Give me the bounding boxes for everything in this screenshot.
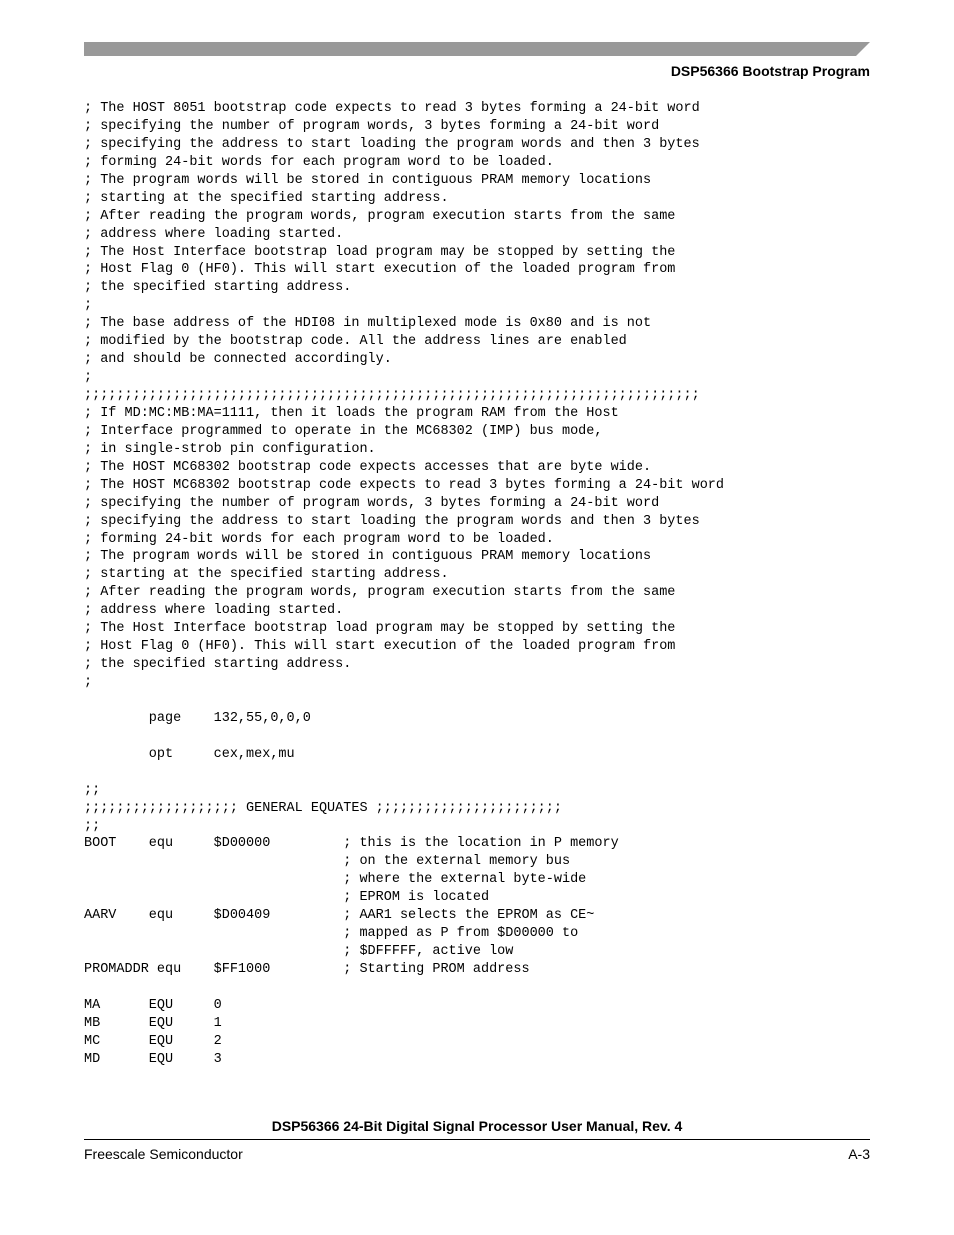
code-line: ; Interface programmed to operate in the MC68302 (IMP) bus mode, [84, 423, 603, 439]
code-line: ;; [84, 782, 101, 798]
code-line: ; modified by the bootstrap code. All the address lines are enabled [84, 334, 627, 350]
code-line: ; forming 24-bit words for each program word to be loaded. [84, 154, 554, 170]
code-line: ; [84, 298, 93, 314]
code-line: ; starting at the specified starting address. [84, 567, 449, 583]
code-line: MB EQU 1 [84, 1015, 222, 1031]
page-number: A-3 [848, 1146, 870, 1162]
code-line: BOOT equ $D00000 ; this is the location in P memory [84, 836, 619, 852]
code-line: ; After reading the program words, program execution starts from the same [84, 208, 676, 224]
code-line: ; address where loading started. [84, 226, 344, 242]
code-line: ; and should be connected accordingly. [84, 352, 392, 368]
code-line: ; specifying the number of program words, 3 bytes forming a 24-bit word [84, 118, 660, 134]
code-line: ; The Host Interface bootstrap load program may be stopped by setting the [84, 621, 676, 637]
code-line: ; EPROM is located [84, 890, 490, 906]
footer-manual-title: DSP56366 24-Bit Digital Signal Processor User Manual, Rev. 4 [271, 1118, 683, 1134]
code-line: ; Host Flag 0 (HF0). This will start execution of the loaded program from [84, 262, 676, 278]
code-line: ; The HOST MC68302 bootstrap code expects accesses that are byte wide. [84, 459, 652, 475]
code-line: ; specifying the address to start loading the program words and then 3 bytes [84, 136, 700, 152]
code-line: ; The HOST 8051 bootstrap code expects to read 3 bytes forming a 24-bit word [84, 101, 700, 116]
code-line: ; [84, 370, 93, 386]
code-line: ; in single-strob pin configuration. [84, 441, 376, 457]
code-line: ;; [84, 818, 101, 834]
code-line: ; address where loading started. [84, 603, 344, 619]
code-line: ; The base address of the HDI08 in multiplexed mode is 0x80 and is not [84, 316, 652, 332]
code-line: MC EQU 2 [84, 1033, 222, 1049]
code-line: ; starting at the specified starting address. [84, 190, 449, 206]
code-line: PROMADDR equ $FF1000 ; Starting PROM address [84, 962, 530, 977]
code-line: ;;;;;;;;;;;;;;;;;;; GENERAL EQUATES ;;;;;;;;;;;;;;;;;;;;;;; [84, 800, 562, 816]
footer-divider [84, 1139, 870, 1140]
code-line [84, 979, 870, 997]
footer-company: Freescale Semiconductor [84, 1146, 243, 1162]
code-line [84, 692, 870, 710]
code-line [84, 764, 870, 782]
code-line: ; The program words will be stored in contiguous PRAM memory locations [84, 172, 652, 188]
code-line: ; the specified starting address. [84, 280, 352, 296]
code-line: ; Host Flag 0 (HF0). This will start execution of the loaded program from [84, 639, 676, 655]
section-title: DSP56366 Bootstrap Program [670, 63, 870, 79]
code-line: ; forming 24-bit words for each program word to be loaded. [84, 531, 554, 547]
code-line: ; The program words will be stored in contiguous PRAM memory locations [84, 549, 652, 565]
code-line: ; If MD:MC:MB:MA=1111, then it loads the program RAM from the Host [84, 405, 619, 421]
code-line: ; mapped as P from $D00000 to [84, 926, 579, 942]
code-line: AARV equ $D00409 ; AAR1 selects the EPROM as CE~ [84, 908, 595, 924]
code-line: ; on the external memory bus [84, 854, 571, 870]
code-line: MD EQU 3 [84, 1051, 222, 1067]
header-bar-shape [84, 42, 870, 56]
code-line: ; $DFFFFF, active low [84, 944, 514, 960]
header-bar [84, 42, 870, 56]
code-line: ; [84, 675, 93, 690]
code-line [84, 728, 870, 746]
code-line: ; The Host Interface bootstrap load program may be stopped by setting the [84, 244, 676, 260]
code-line: opt cex,mex,mu [84, 746, 295, 762]
code-line: ; The HOST MC68302 bootstrap code expects to read 3 bytes forming a 24-bit word [84, 477, 725, 493]
code-line: ; specifying the number of program words, 3 bytes forming a 24-bit word [84, 495, 660, 511]
code-line: MA EQU 0 [84, 997, 222, 1013]
code-line: ; where the external byte-wide [84, 872, 587, 888]
code-line: ; the specified starting address. [84, 657, 352, 673]
code-line: ;;;;;;;;;;;;;;;;;;;;;;;;;;;;;;;;;;;;;;;;;;;;;;;;;;;;;;;;;;;;;;;;;;;;;;;;;;;; [84, 388, 700, 403]
code-line: ; specifying the address to start loading the program words and then 3 bytes [84, 513, 700, 529]
code-line: ; After reading the program words, program execution starts from the same [84, 585, 676, 601]
code-line: page 132,55,0,0,0 [84, 710, 311, 726]
code-listing [84, 100, 870, 1069]
